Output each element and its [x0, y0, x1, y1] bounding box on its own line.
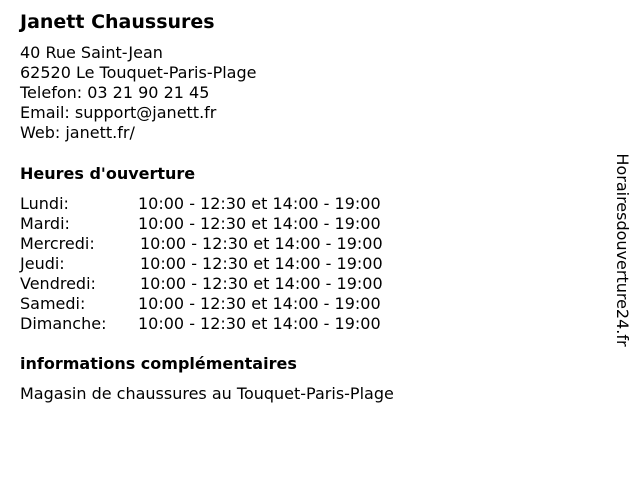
hours-heading: Heures d'ouverture: [20, 164, 196, 183]
hours-day-label: Lundi:: [20, 194, 69, 213]
hours-time-value: 10:00 - 12:30 et 14:00 - 19:00: [140, 274, 383, 293]
site-watermark: Horairesdouverture24.fr: [613, 153, 632, 347]
hours-time-value: 10:00 - 12:30 et 14:00 - 19:00: [138, 214, 381, 233]
contact-block: [20, 43, 256, 143]
hours-day-label: Dimanche:: [20, 314, 107, 333]
hours-time-value: 10:00 - 12:30 et 14:00 - 19:00: [138, 314, 381, 333]
address-line-1: 40 Rue Saint-Jean: [20, 43, 163, 62]
hours-time-value: 10:00 - 12:30 et 14:00 - 19:00: [138, 294, 381, 313]
hours-time-value: 10:00 - 12:30 et 14:00 - 19:00: [138, 194, 381, 213]
hours-time-value: 10:00 - 12:30 et 14:00 - 19:00: [140, 254, 383, 273]
email-line: Email: support@janett.fr: [20, 103, 217, 122]
phone-line: Telefon: 03 21 90 21 45: [20, 83, 210, 102]
hours-day-label: Mardi:: [20, 214, 70, 233]
hours-day-label: Mercredi:: [20, 234, 95, 253]
address-line-2: 62520 Le Touquet-Paris-Plage: [20, 63, 257, 82]
hours-day-label: Samedi:: [20, 294, 86, 313]
hours-time-value: 10:00 - 12:30 et 14:00 - 19:00: [140, 234, 383, 253]
hours-day-label: Jeudi:: [20, 254, 65, 273]
info-heading: informations complémentaires: [20, 354, 297, 373]
hours-day-label: Vendredi:: [20, 274, 96, 293]
info-description: Magasin de chaussures au Touquet-Paris-Plage: [20, 384, 394, 403]
business-name: Janett Chaussures: [20, 11, 215, 33]
web-line: Web: janett.fr/: [20, 123, 135, 142]
